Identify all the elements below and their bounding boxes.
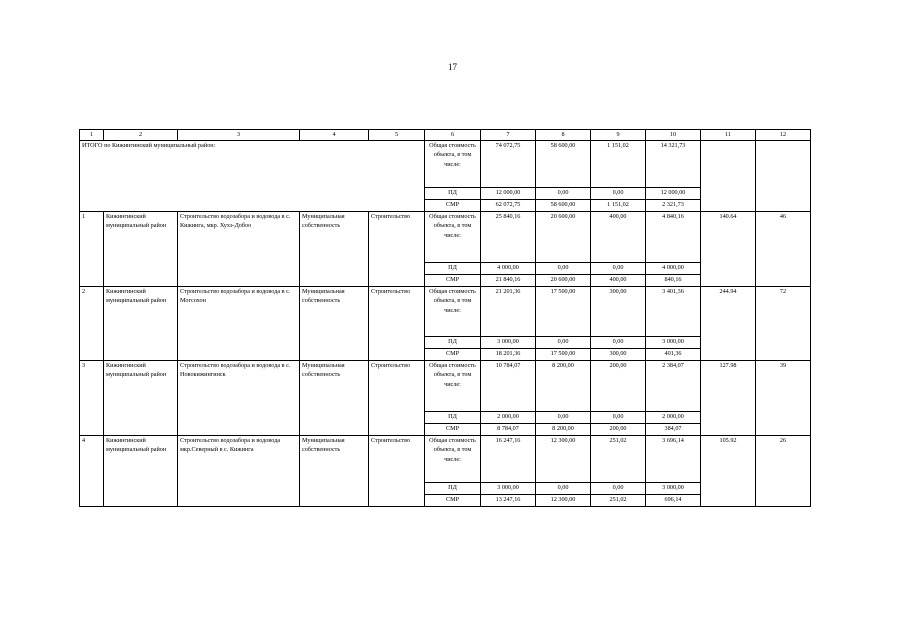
object-number: 2 — [80, 286, 104, 360]
value-cell: 127.98 — [701, 360, 756, 435]
value-cell: 300,00 — [591, 348, 646, 360]
value-cell: 21 201,36 — [481, 286, 536, 336]
value-cell: 400,00 — [591, 274, 646, 286]
value-cell: 20 600,00 — [536, 211, 591, 262]
district-cell: Кижингинский муниципальный район — [104, 211, 178, 286]
district-cell: Кижингинский муниципальный район — [104, 360, 178, 435]
header-cell: 10 — [646, 130, 701, 141]
cost-type-cell: СМР — [425, 199, 481, 211]
value-cell: 3 000,00 — [646, 482, 701, 494]
value-cell — [701, 140, 756, 211]
value-cell: 200,00 — [591, 360, 646, 411]
value-cell: 105.92 — [701, 435, 756, 506]
value-cell: 12 000,00 — [481, 187, 536, 199]
object-number: 3 — [80, 360, 104, 435]
object-name-cell: Строительство водозабора и водовода в с. Могсохон — [178, 286, 300, 360]
value-cell: 2 384,07 — [646, 360, 701, 411]
object-name-cell: Строительство водозабора и водовода мкр.Северный в с. Кижинга — [178, 435, 300, 506]
cost-type-cell: СМР — [425, 274, 481, 286]
value-cell: 0,00 — [536, 187, 591, 199]
ownership-cell: Муниципальная собственность — [300, 435, 369, 506]
value-cell: 13 247,16 — [481, 494, 536, 506]
header-cell: 4 — [300, 130, 369, 141]
object-name-cell: Строительство водозабора и водовода в с. Кижинга, мкр. Хухэ-Добоо — [178, 211, 300, 286]
value-cell: 0,00 — [536, 411, 591, 423]
value-cell: 8 200,00 — [536, 360, 591, 411]
value-cell: 696,14 — [646, 494, 701, 506]
ownership-cell: Муниципальная собственность — [300, 360, 369, 435]
value-cell: 10 784,07 — [481, 360, 536, 411]
value-cell: 3 000,00 — [481, 336, 536, 348]
object-name-cell: Строительство водозабора и водовода в с. Новокижингинск — [178, 360, 300, 435]
value-cell: 0,00 — [536, 336, 591, 348]
value-cell: 4 000,00 — [481, 262, 536, 274]
value-cell: 46 — [756, 211, 811, 286]
cost-type-cell: ПД — [425, 482, 481, 494]
value-cell — [756, 140, 811, 211]
object-row — [80, 435, 811, 482]
value-cell: 21 840,16 — [481, 274, 536, 286]
object-number: 4 — [80, 435, 104, 506]
cost-type-cell: Общая стоимость объекта, в том числе: — [425, 140, 481, 187]
value-cell: 400,00 — [591, 211, 646, 262]
value-cell: 2 000,00 — [481, 411, 536, 423]
header-cell: 6 — [425, 130, 481, 141]
page-number: 17 — [448, 62, 457, 72]
value-cell: 0,00 — [591, 411, 646, 423]
work-type-cell: Строительство — [369, 211, 425, 286]
value-cell: 0,00 — [591, 336, 646, 348]
cost-type-cell: Общая стоимость объекта, в том числе: — [425, 360, 481, 411]
header-cell: 7 — [481, 130, 536, 141]
cost-type-cell: СМР — [425, 423, 481, 435]
work-type-cell: Строительство — [369, 286, 425, 360]
cost-type-cell: ПД — [425, 411, 481, 423]
header-cell: 3 — [178, 130, 300, 141]
value-cell: 0,00 — [591, 187, 646, 199]
value-cell: 25 840,16 — [481, 211, 536, 262]
district-cell: Кижингинский муниципальный район — [104, 286, 178, 360]
value-cell: 3 401,36 — [646, 286, 701, 336]
value-cell: 3 000,00 — [481, 482, 536, 494]
value-cell: 251,02 — [591, 435, 646, 482]
value-cell: 8 200,00 — [536, 423, 591, 435]
value-cell: 74 072,75 — [481, 140, 536, 187]
work-type-cell: Строительство — [369, 435, 425, 506]
cost-type-cell: Общая стоимость объекта, в том числе: — [425, 286, 481, 336]
value-cell: 140.64 — [701, 211, 756, 286]
value-cell: 244.94 — [701, 286, 756, 360]
value-cell: 18 201,36 — [481, 348, 536, 360]
value-cell: 58 600,00 — [536, 140, 591, 187]
value-cell: 0,00 — [591, 482, 646, 494]
value-cell: 2 321,73 — [646, 199, 701, 211]
header-cell: 5 — [369, 130, 425, 141]
value-cell: 1 151,02 — [591, 140, 646, 187]
object-row — [80, 211, 811, 262]
value-cell: 0,00 — [591, 262, 646, 274]
value-cell: 3 696,14 — [646, 435, 701, 482]
value-cell: 16 247,16 — [481, 435, 536, 482]
header-cell: 12 — [756, 130, 811, 141]
object-number: 1 — [80, 211, 104, 286]
cost-type-cell: ПД — [425, 187, 481, 199]
value-cell: 1 151,02 — [591, 199, 646, 211]
value-cell: 300,00 — [591, 286, 646, 336]
cost-type-cell: ПД — [425, 262, 481, 274]
value-cell: 4 840,16 — [646, 211, 701, 262]
value-cell: 39 — [756, 360, 811, 435]
ownership-cell: Муниципальная собственность — [300, 211, 369, 286]
value-cell: 20 600,00 — [536, 274, 591, 286]
value-cell: 0,00 — [536, 482, 591, 494]
header-cell: 11 — [701, 130, 756, 141]
value-cell: 840,16 — [646, 274, 701, 286]
cost-type-cell: СМР — [425, 348, 481, 360]
header-row — [80, 130, 811, 141]
value-cell: 58 600,00 — [536, 199, 591, 211]
value-cell: 14 321,73 — [646, 140, 701, 187]
header-cell: 2 — [104, 130, 178, 141]
cost-type-cell: Общая стоимость объекта, в том числе: — [425, 435, 481, 482]
value-cell: 62 072,75 — [481, 199, 536, 211]
value-cell: 4 000,00 — [646, 262, 701, 274]
value-cell: 17 500,00 — [536, 286, 591, 336]
object-row — [80, 360, 811, 411]
district-cell: Кижингинский муниципальный район — [104, 435, 178, 506]
value-cell: 401,36 — [646, 348, 701, 360]
work-type-cell: Строительство — [369, 360, 425, 435]
value-cell: 12 300,00 — [536, 494, 591, 506]
value-cell: 12 000,00 — [646, 187, 701, 199]
header-cell: 8 — [536, 130, 591, 141]
cost-type-cell: ПД — [425, 336, 481, 348]
budget-table — [79, 129, 811, 507]
ownership-cell: Муниципальная собственность — [300, 286, 369, 360]
value-cell: 3 000,00 — [646, 336, 701, 348]
value-cell: 12 300,00 — [536, 435, 591, 482]
object-row — [80, 286, 811, 336]
header-cell: 9 — [591, 130, 646, 141]
value-cell: 384,07 — [646, 423, 701, 435]
value-cell: 72 — [756, 286, 811, 360]
value-cell: 200,00 — [591, 423, 646, 435]
total-label: ИТОГО по Кижингинский муниципальный район: — [80, 140, 425, 211]
cost-type-cell: СМР — [425, 494, 481, 506]
value-cell: 0,00 — [536, 262, 591, 274]
value-cell: 17 500,00 — [536, 348, 591, 360]
cost-type-cell: Общая стоимость объекта, в том числе: — [425, 211, 481, 262]
value-cell: 251,02 — [591, 494, 646, 506]
value-cell: 8 784,07 — [481, 423, 536, 435]
header-cell: 1 — [80, 130, 104, 141]
value-cell: 2 000,00 — [646, 411, 701, 423]
total-row — [80, 140, 811, 187]
value-cell: 26 — [756, 435, 811, 506]
